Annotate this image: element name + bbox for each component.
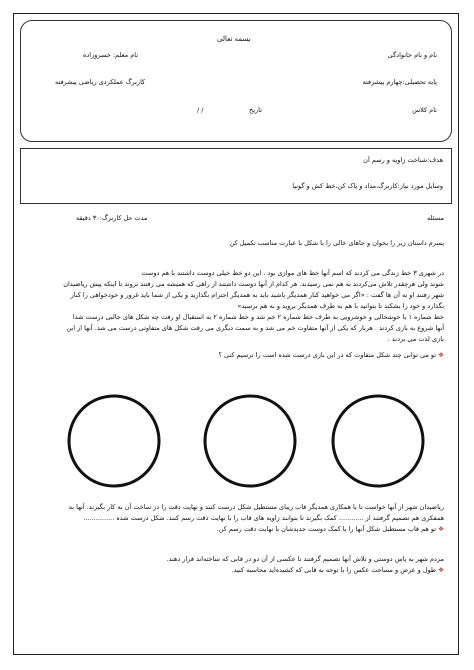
story-3-line: مردم شهر به پاس دوستی و تلاش آنها تصمیم گرفتند تا عکسی از آن دو در قابی که ساخته‌اند قرار دهند. (166, 555, 444, 563)
teacher-label: نام معلم: خسروزاده (83, 51, 139, 59)
time-label: مدت حل کاربرگ:۳۰ دقیقه (76, 214, 148, 222)
story-2-line: همفکری هم تصمیم گرفتند از ............ کمک بگیرند تا بتوانند زاویه های قاب را با نهایت دقت رسم کنند. شکل درست شده ............... (83, 514, 444, 522)
drawing-circle-1[interactable] (69, 396, 159, 486)
story-3-paragraph (32, 554, 444, 576)
worksheet-page (13, 13, 459, 655)
worksheet-title: کاربرگ عملکردی ریاضی پیشرفته (55, 78, 146, 86)
class-label: نام کلاس (412, 106, 437, 114)
instruction-text: پسرم داستان زیر را بخوان و جاهای خالی را با شکل یا عبارت مناسب تکمیل کن (229, 239, 444, 247)
header-box (20, 20, 452, 142)
story-2-paragraph (32, 502, 444, 535)
story-paragraph (32, 268, 444, 345)
bismillah: بسمه تعالی (217, 35, 251, 43)
drawing-circle-2[interactable] (205, 396, 295, 486)
name-label: نام و نام خانوادگی (387, 51, 437, 59)
drawing-circle-3[interactable] (333, 396, 423, 486)
story-line: شهر رفتند او به آن ها گفت : «اگر می خواهید کنار همدیگر باشید باید به همدیگر احترام بگذارید و یکی از شما باید غرور و خودخواهی را کنار (70, 291, 444, 299)
date-label: تاریخ (249, 106, 262, 114)
grade-label: پایه تحصیلی:چهارم پیشرفته (362, 78, 437, 86)
objective-text: هدف:شناخت زاویه و رسم آن (363, 156, 443, 164)
problem-label: مسئله (427, 214, 444, 222)
story-2-line: ریاضیدان شهر از آنها خواست تا با همکاری همدیگر قاب زیبای مستطیل شکل درست کنند و نهایت دقت را در ساخت آن به کار بگیرند. آنها به (68, 503, 444, 511)
question-2-text: ❖ طول و عرض و مساحت عکس را با توجه به قابی که کشیده‌اید محاسبه کنید. (32, 565, 444, 576)
story-line: بازی لذت می بردند . (387, 335, 444, 343)
question-1 (32, 350, 444, 361)
story-line: خط شماره ۱ با خوشحالی و خوشرویی به طرف خط شماره ۲ خم شد و خط شماره ۲ به استقبال او رفت چه شکل های جالبی درست شدا (72, 313, 444, 321)
story-line: بگذارد و خود را بشکند تا بتوانید با هم به طرف همدیگر بروید و به هم برسید» (237, 302, 444, 310)
drawing-circles (14, 386, 459, 496)
story-2-task: ❖ تو هم قاب مستطیل شکل آنها را با کمک دوست جدیدشان با نهایت دقت رسم کن. (32, 524, 444, 535)
question-1-text: ❖ تو می توانی چند شکل متفاوت که در این بازی درست شده است را ترسیم کنی ؟ (32, 350, 444, 361)
story-line: آنها شروع به بازی کردند . هربار که یکی از آنها متفاوت خم می شد و به سمت دیگری می رفت شکل های متفاوتی درست می شد. آنها از این (66, 324, 444, 332)
goal-box (20, 148, 452, 204)
story-line: شوند ولی هرچقدر تلاش می‌کردند به هم نمی رسیدند. هر کدام از آنها دوست داشتند از راهی که همیشه می رفتند بروند تا اینکه پیش ریاضیدان (63, 280, 444, 288)
tools-text: وسایل مورد نیاز:کاربرگ،مداد و پاک کن،خط کش و گونیا (292, 182, 443, 190)
story-line: در شهری ۳ خط زندگی می کردند که اسم آنها خط های موازی بود . این دو خط خیلی دوست داشتند با هم دوست (141, 269, 444, 277)
date-value: / / (197, 106, 204, 114)
